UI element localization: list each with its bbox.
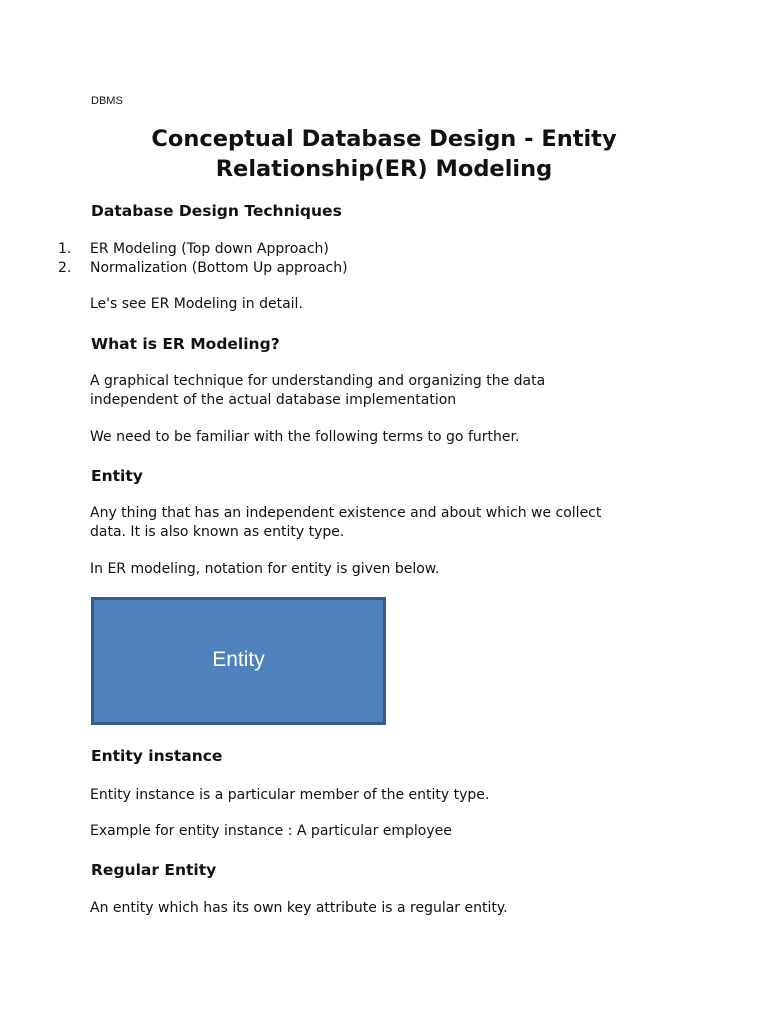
list-item bbox=[58, 259, 658, 278]
heading-design-techniques: Database Design Techniques bbox=[91, 202, 342, 220]
heading-entity: Entity bbox=[91, 467, 143, 485]
entity-notation-paragraph: In ER modeling, notation for entity is given below. bbox=[90, 561, 440, 577]
entity-instance-paragraph: Entity instance is a particular member of the entity type. bbox=[90, 787, 490, 803]
entity-notation-label: Entity bbox=[212, 648, 265, 671]
title-line-2: Relationship(ER) Modeling bbox=[215, 156, 553, 182]
paragraph-line: independent of the actual database implementation bbox=[90, 392, 457, 408]
list-item-number: 2. bbox=[58, 260, 72, 276]
title-line-1: Conceptual Database Design - Entity bbox=[151, 126, 617, 152]
regular-entity-paragraph: An entity which has its own key attribute is a regular entity. bbox=[90, 900, 508, 916]
list-item-text: ER Modeling (Top down Approach) bbox=[90, 241, 329, 257]
paragraph-line: Any thing that has an independent existence and about which we collect bbox=[90, 505, 602, 521]
page-title bbox=[120, 124, 648, 184]
list-item-text: Normalization (Bottom Up approach) bbox=[90, 260, 348, 276]
heading-regular-entity: Regular Entity bbox=[91, 861, 217, 879]
list-item bbox=[58, 240, 658, 259]
terms-intro-paragraph: We need to be familiar with the following terms to go further. bbox=[90, 429, 520, 445]
entity-instance-example: Example for entity instance : A particular employee bbox=[90, 823, 452, 839]
techniques-followup: Le's see ER Modeling in detail. bbox=[90, 296, 303, 312]
heading-what-is-er: What is ER Modeling? bbox=[91, 335, 280, 353]
entity-definition-paragraph bbox=[90, 504, 690, 542]
heading-entity-instance: Entity instance bbox=[91, 747, 223, 765]
what-is-er-paragraph bbox=[90, 372, 690, 410]
techniques-list bbox=[58, 240, 658, 278]
paragraph-line: A graphical technique for understanding and organizing the data bbox=[90, 373, 546, 389]
list-item-number: 1. bbox=[58, 241, 72, 257]
entity-notation-rectangle bbox=[91, 597, 386, 725]
header-label: DBMS bbox=[91, 95, 123, 107]
paragraph-line: data. It is also known as entity type. bbox=[90, 524, 345, 540]
